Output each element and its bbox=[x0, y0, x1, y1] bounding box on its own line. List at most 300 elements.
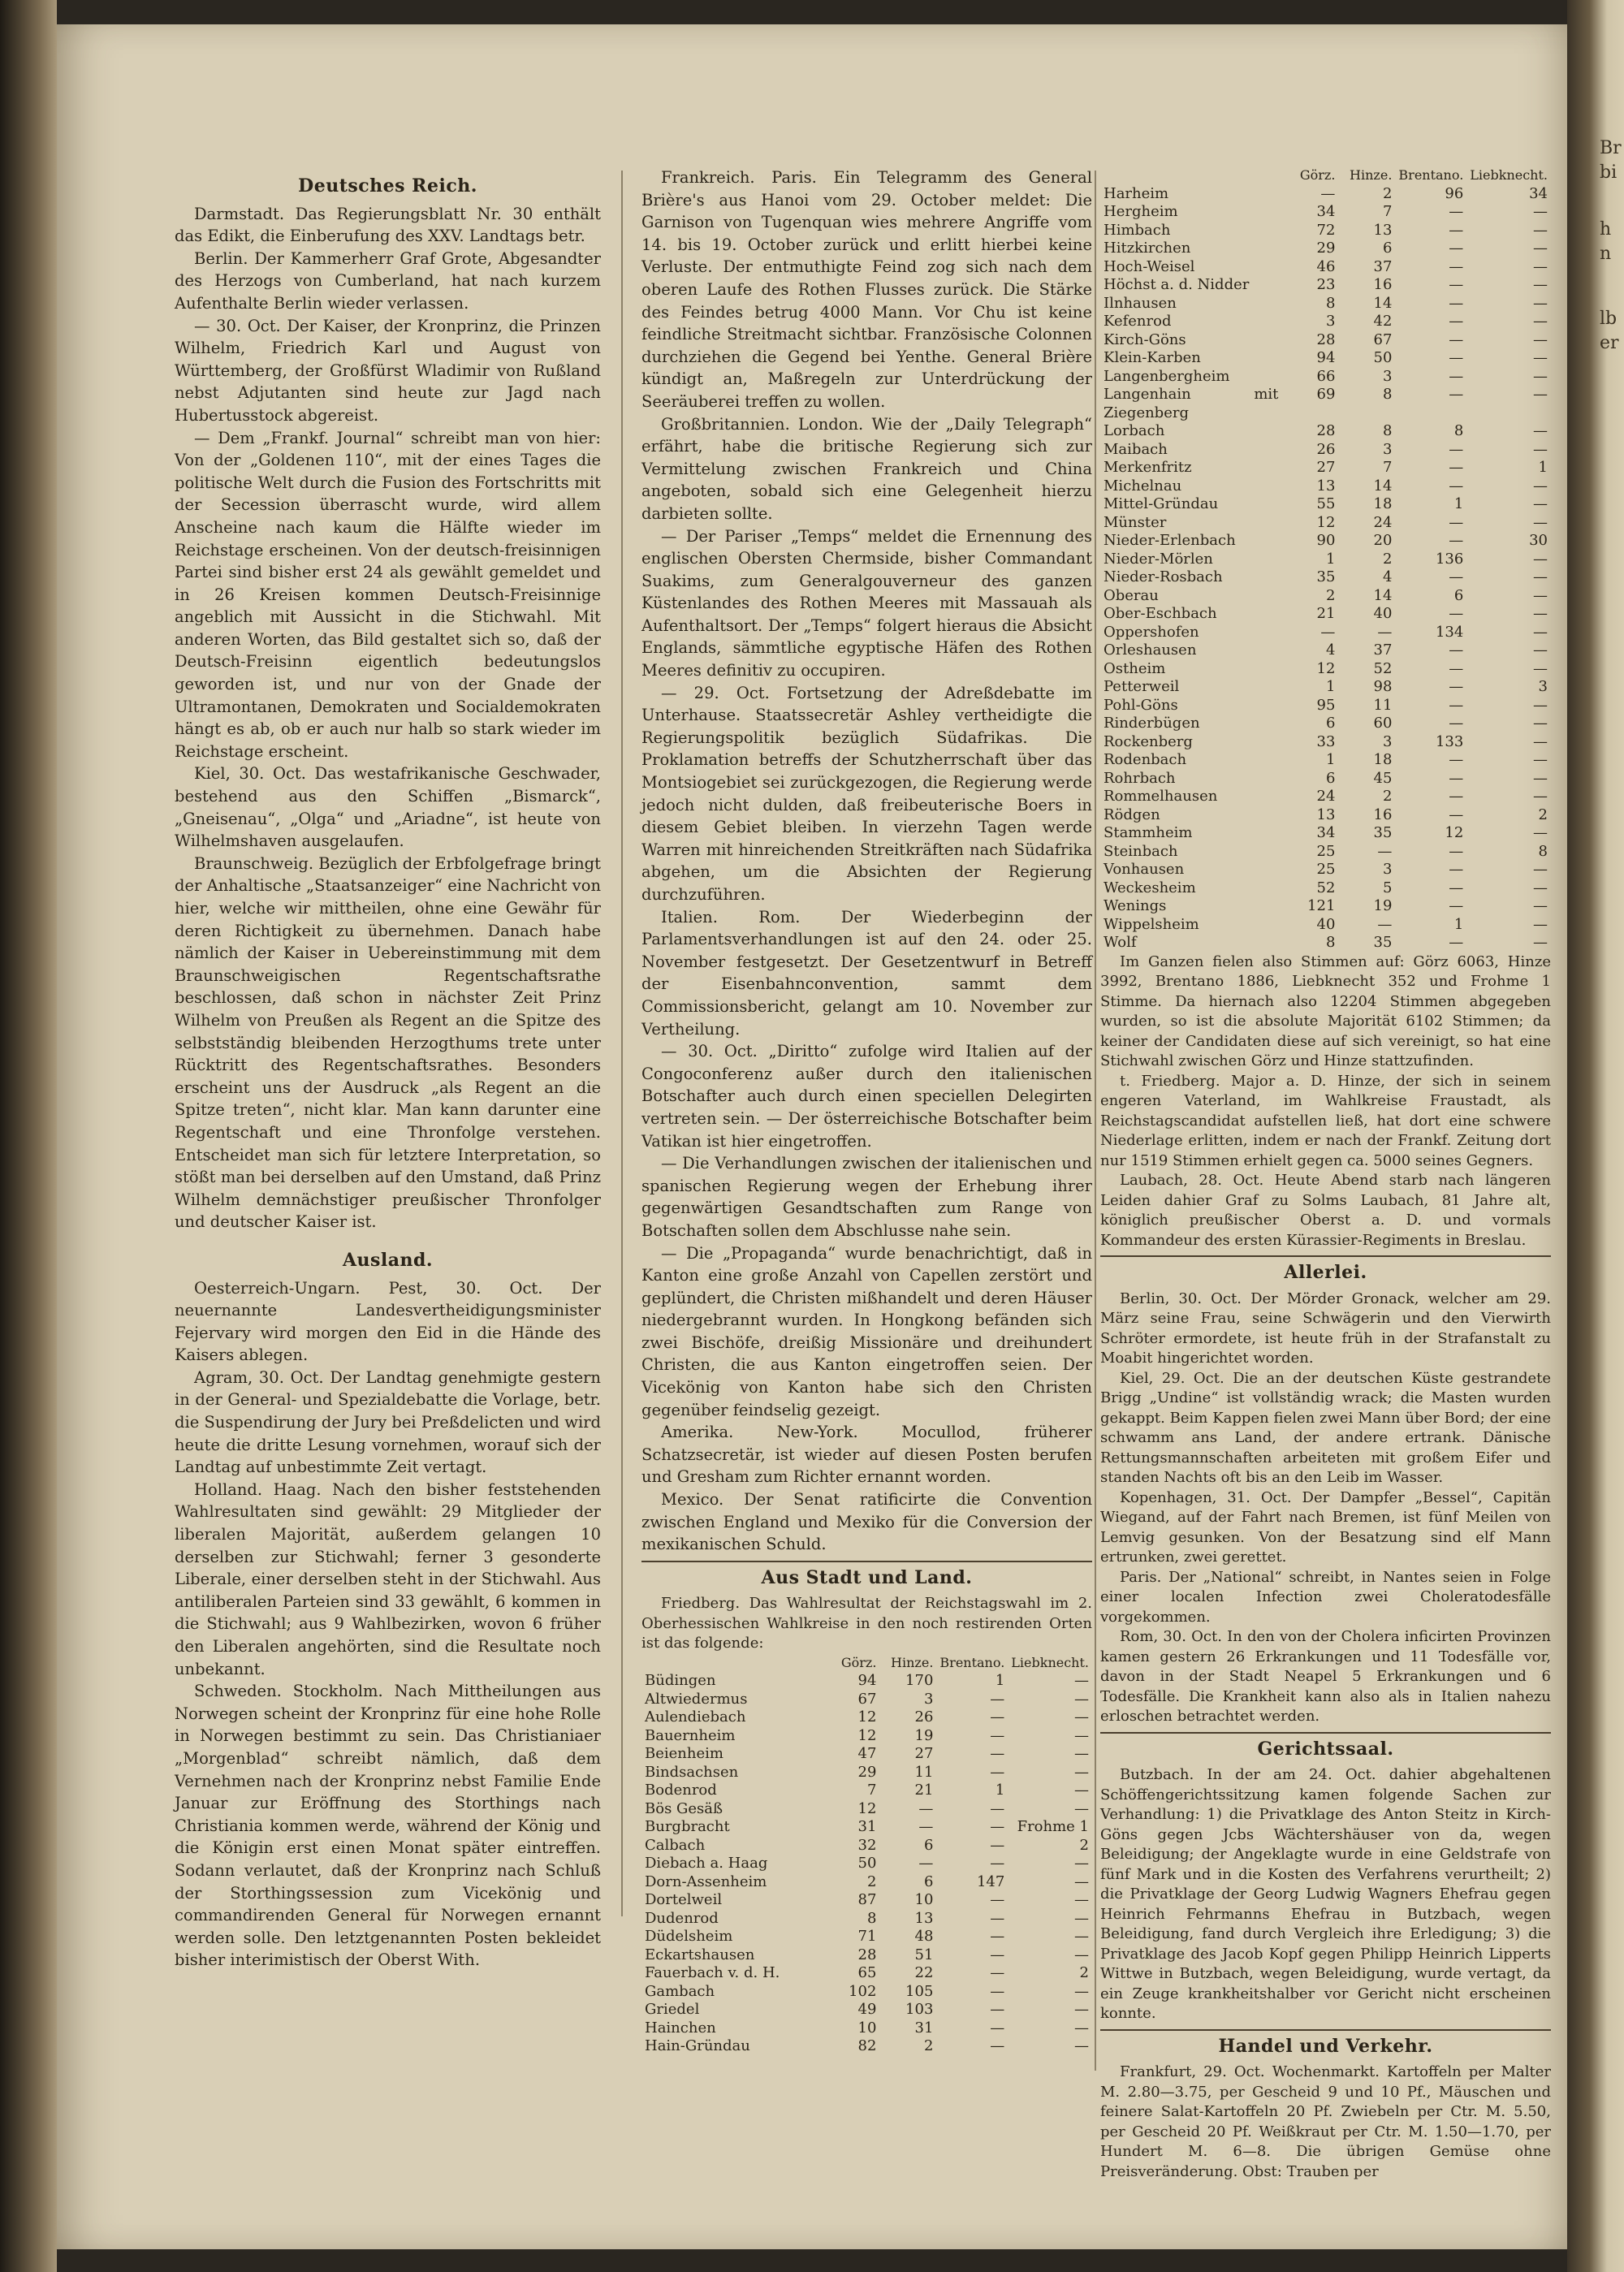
place-name-cell: Dortelweil bbox=[645, 1891, 723, 1909]
vote-count-cell: 3 bbox=[923, 1690, 934, 1708]
vote-count-cell: 27 bbox=[1316, 459, 1336, 476]
place-name-cell: Hoch-Weisel bbox=[1104, 257, 1195, 275]
place-name-cell: Büdingen bbox=[645, 1672, 716, 1690]
vote-count-cell: 20 bbox=[1373, 532, 1393, 549]
table-row bbox=[1100, 477, 1551, 496]
vote-count-cell: — bbox=[1074, 2001, 1089, 2019]
vote-count-cell: — bbox=[1074, 1745, 1089, 1763]
vote-count-cell: 11 bbox=[914, 1763, 934, 1781]
article-paragraph: — Die Verhandlungen zwischen der italienischen und spanischen Regierung wegen der Erhebung ihrer gegenwärtigen Gesandtschaften zum Range von Botschaften sollen dem Abschlusse nahe sein. bbox=[641, 1154, 1092, 1240]
article-paragraph: — Dem „Frankf. Journal“ schreibt man von hier: Von der „Goldenen 110“, mit der eines Tages die politische Welt durch die Fusion des Fortschritts mit der Secession überrascht wurde, wird allem Anscheine nach kaum die Hälfte wieder im Reichstage erscheinen. Von der deutsch-freisinnigen Partei sind bisher erst 24 als gewählt gemeldet und in 26 Kreisen kommen Deutsch-Freisinnige angeblich mit Aussicht in die Stichwahl. Mit anderen Worten, das Bild gestaltet sich so, daß der Deutsch-Freisinn eigentlich bedeutungslos geworden ist, und nur von der Gnade der Ultramontanen, Demokraten und Socialdemokraten hängt es ab, ob er auch nur halb so stark wieder im Reichstage erscheint. bbox=[175, 428, 601, 761]
table-row bbox=[641, 1691, 1092, 1709]
vote-count-cell: 37 bbox=[1373, 641, 1393, 659]
vote-count-cell: — bbox=[990, 1763, 1005, 1781]
next-page-fragment: n bbox=[1600, 244, 1612, 264]
vote-count-cell: 50 bbox=[1373, 349, 1393, 366]
next-page-fragment: Br bbox=[1600, 138, 1622, 158]
vote-count-cell: — bbox=[1449, 240, 1464, 257]
vote-count-cell: — bbox=[1074, 1763, 1089, 1781]
vote-count-cell: 34 bbox=[1316, 203, 1336, 220]
vote-count-cell: 31 bbox=[857, 1818, 877, 1836]
vote-count-cell: 71 bbox=[857, 1928, 877, 1946]
place-name-cell: Pohl-Göns bbox=[1104, 696, 1178, 714]
place-name-cell: Calbach bbox=[645, 1836, 706, 1854]
vote-count-cell: — bbox=[1533, 313, 1548, 330]
vote-count-cell: 2 bbox=[923, 2037, 934, 2055]
vote-count-cell: 6 bbox=[1382, 240, 1393, 257]
vote-count-cell: — bbox=[1449, 861, 1464, 878]
place-name-cell: Petterweil bbox=[1104, 678, 1180, 695]
vote-count-cell: — bbox=[1320, 184, 1336, 202]
article-paragraph: Paris. Der „National“ schreibt, in Nantes seien in Folge einer localen Infection zwei Choleratodesfälle vorgekommen. bbox=[1100, 1568, 1551, 1626]
vote-count-cell: 13 bbox=[1316, 477, 1336, 495]
table-row bbox=[641, 2001, 1092, 2019]
place-name-cell: Stammheim bbox=[1104, 824, 1193, 841]
next-page-fragment: bi bbox=[1600, 162, 1618, 183]
section-heading-aus-stadt-und-land: Aus Stadt und Land. bbox=[761, 1566, 973, 1588]
place-name-cell: Ober-Eschbach bbox=[1104, 605, 1217, 622]
vote-count-cell: 52 bbox=[1373, 659, 1393, 677]
vote-count-cell: — bbox=[1074, 1891, 1089, 1909]
table-row bbox=[641, 1672, 1092, 1691]
vote-count-cell: — bbox=[1533, 477, 1548, 495]
table-row bbox=[1100, 934, 1551, 952]
vote-count-cell: — bbox=[1449, 641, 1464, 659]
vote-count-cell: 3 bbox=[1538, 678, 1548, 695]
vote-count-cell: — bbox=[1449, 349, 1464, 366]
article-paragraph: — 30. Oct. „Diritto“ zufolge wird Italien auf der Congoconferenz außer durch den italienischen Botschafter auch durch einen speciellen Delegirten vertreten sein. — Der österreichische Botschafter beim Vatikan ist hier eingetroffen. bbox=[641, 1042, 1092, 1151]
vote-count-cell: 52 bbox=[1316, 879, 1336, 896]
vote-count-cell: — bbox=[1533, 221, 1548, 239]
vote-count-cell: — bbox=[1533, 879, 1548, 896]
vote-count-cell: 28 bbox=[857, 1946, 877, 1963]
place-name-cell: Wolf bbox=[1104, 934, 1137, 951]
vote-count-cell: 133 bbox=[1435, 732, 1464, 750]
vote-count-cell: 29 bbox=[1316, 240, 1336, 257]
column-header: Hinze. bbox=[1350, 167, 1393, 183]
vote-count-cell: 12 bbox=[857, 1726, 877, 1744]
table-row bbox=[1100, 879, 1551, 898]
column-header: Hinze. bbox=[891, 1654, 934, 1670]
vote-count-cell: 105 bbox=[905, 1982, 934, 2000]
vote-count-cell: — bbox=[1533, 696, 1548, 714]
vote-count-cell: 14 bbox=[1373, 477, 1393, 495]
vote-count-cell: 21 bbox=[1316, 605, 1336, 622]
vote-count-cell: — bbox=[1074, 2037, 1089, 2055]
table-row bbox=[1100, 806, 1551, 825]
place-name-cell: Wenings bbox=[1104, 897, 1167, 914]
vote-count-cell: — bbox=[1074, 1982, 1089, 2000]
vote-count-cell: 3 bbox=[1382, 861, 1393, 878]
vote-count-cell: — bbox=[1533, 367, 1548, 385]
place-name-cell: Rohrbach bbox=[1104, 769, 1176, 787]
vote-count-cell: 33 bbox=[1316, 732, 1336, 750]
place-name-cell: Lorbach bbox=[1104, 422, 1165, 439]
table-row bbox=[1100, 788, 1551, 806]
table-row bbox=[1100, 258, 1551, 277]
column-header: Liebknecht. bbox=[1011, 1654, 1089, 1670]
vote-count-cell: 2 bbox=[1079, 1964, 1089, 1982]
table-row bbox=[641, 1837, 1092, 1855]
vote-count-cell: — bbox=[1449, 203, 1464, 220]
vote-count-cell: 34 bbox=[1529, 184, 1548, 202]
place-name-cell: Oppershofen bbox=[1104, 623, 1199, 641]
vote-count-cell: 12 bbox=[1445, 824, 1464, 841]
table-row bbox=[1100, 313, 1551, 331]
vote-count-cell: 13 bbox=[914, 1909, 934, 1927]
table-row bbox=[1100, 295, 1551, 313]
place-name-cell: Diebach a. Haag bbox=[645, 1855, 768, 1872]
place-name-cell: Rommelhausen bbox=[1104, 788, 1218, 805]
table-row bbox=[1100, 660, 1551, 679]
vote-count-cell: 42 bbox=[1373, 313, 1393, 330]
place-name-cell: Gambach bbox=[645, 1982, 715, 2000]
article-paragraph: Holland. Haag. Nach den bisher feststehenden Wahlresultaten sind gewählt: 29 Mitglieder der liberalen Majorität, außerdem gelangen 10 derselben zur Stichwahl; ferner 3 gesonderte Liberale, einer derselben steht in der Stichwahl. Aus antiliberalen Parteien sind 33 gewählt, 6 kommen in die Stichwahl; aus 9 Wahlbezirken, wovon 6 früher den Liberalen angehörten, sind die Resultate noch unbekannt. bbox=[175, 1479, 601, 1678]
vote-count-cell: — bbox=[1074, 1928, 1089, 1946]
vote-count-cell: — bbox=[1320, 623, 1336, 641]
article-paragraph: Darmstadt. Das Regierungsblatt Nr. 30 enthält das Edikt, die Einberufung des XXV. Landtags betr. bbox=[175, 204, 601, 246]
section-heading-allerlei: Allerlei. bbox=[1284, 1262, 1367, 1283]
vote-count-cell: 16 bbox=[1373, 276, 1393, 293]
vote-count-cell: 21 bbox=[914, 1782, 934, 1799]
vote-count-cell: — bbox=[1449, 513, 1464, 531]
election-results-table-2 bbox=[1100, 166, 1551, 952]
vote-count-cell: 8 bbox=[1538, 842, 1548, 860]
vote-count-cell: — bbox=[1533, 659, 1548, 677]
vote-count-cell: — bbox=[1074, 1799, 1089, 1817]
vote-count-cell: — bbox=[1533, 751, 1548, 768]
place-name-cell: Dudenrod bbox=[645, 1909, 719, 1927]
vote-count-cell: — bbox=[1449, 330, 1464, 348]
table-row bbox=[641, 1727, 1092, 1746]
vote-count-cell: — bbox=[918, 1818, 934, 1836]
place-name-cell: Michelnau bbox=[1104, 477, 1182, 495]
vote-count-cell: 8 bbox=[1382, 386, 1393, 403]
place-name-cell: Düdelsheim bbox=[645, 1928, 733, 1946]
vote-count-cell: 13 bbox=[1316, 806, 1336, 823]
vote-count-cell: — bbox=[1449, 276, 1464, 293]
place-name-cell: Griedel bbox=[645, 2001, 700, 2019]
vote-count-cell: — bbox=[1533, 422, 1548, 439]
vote-count-cell: 8 bbox=[866, 1909, 877, 1927]
article-paragraph: — Der Pariser „Temps“ meldet die Ernennung des englischen Obersten Chermside, bisher Commandant Suakims, zum Generalgouverneur des ganzen Küstenlandes des Rothen Meeres mit Massauah als Aufenthaltsort. Der „Temps“ folgert hieraus die Absicht Englands, sämmtliche egyptische Häfen des Rothen Meeres definitiv zu occupiren. bbox=[641, 526, 1092, 680]
table-row bbox=[1100, 715, 1551, 733]
vote-count-cell: 1 bbox=[1453, 915, 1464, 933]
article-paragraph: — 29. Oct. Fortsetzung der Adreßdebatte im Unterhause. Staatssecretär Ashley vertheidigte die Regierungspolitik bezüglich Südafrikas. Die Proklamation betreffs der Schutzherrschaft über das Montsiogebiet sei zurückgezogen, die Regierung werde jedoch nicht dulden, daß freibeuterische Boers in diesem Gebiet bleiben. In vierzehn Tagen werde Warren mit hinreichenden Streitkräften nach Südafrika abgehen, um die Absichten der Regierung durchzuführen. bbox=[641, 683, 1092, 904]
vote-count-cell: 6 bbox=[923, 1872, 934, 1890]
article-paragraph: — 30. Oct. Der Kaiser, der Kronprinz, die Prinzen Wilhelm, Friedrich Karl und August von Württemberg, der Großfürst Wladimir von Rußland nebst Adjutanten sind heute zur Jagd nach Hubertusstock abgereist. bbox=[175, 316, 601, 425]
vote-count-cell: — bbox=[1449, 769, 1464, 787]
vote-count-cell: — bbox=[1074, 1909, 1089, 1927]
vote-count-cell: 28 bbox=[1316, 422, 1336, 439]
vote-count-cell: — bbox=[1074, 1726, 1089, 1744]
section-divider bbox=[1100, 1255, 1551, 1257]
table-row bbox=[641, 1764, 1092, 1782]
vote-count-cell: 8 bbox=[1453, 422, 1464, 439]
vote-count-cell: — bbox=[1533, 915, 1548, 933]
vote-count-cell: — bbox=[918, 1799, 934, 1817]
table-row bbox=[641, 1910, 1092, 1929]
vote-count-cell: 121 bbox=[1307, 897, 1336, 914]
vote-count-cell: 51 bbox=[914, 1946, 934, 1963]
table-row bbox=[1100, 240, 1551, 258]
vote-count-cell: — bbox=[1449, 879, 1464, 896]
vote-count-cell: 13 bbox=[1373, 221, 1393, 239]
place-name-cell: Hain-Gründau bbox=[645, 2037, 750, 2055]
table-row bbox=[641, 1818, 1092, 1837]
place-name-cell: Beienheim bbox=[645, 1745, 723, 1763]
article-paragraph: Butzbach. In der am 24. Oct. dahier abgehaltenen Schöffengerichtssitzung kamen folgende Sachen zur Verhandlung: 1) die Privatklage des Anton Steitz in Kirch-Göns gegen Jcbs Wächtershäuser von da, wegen Beleidigung; der Angeklagte wurde in eine Geldstrafe von fünf Mark und in die Kosten des Verfahrens verurtheilt; 2) die Privatklage der Georg Ludwig Wagners Ehefrau gegen Heinrich Fehrmanns Ehefrau in Butzbach, wegen Beleidigung, fand durch Vergleich ihre Erledigung; 3) die Privatklage des Jacob Kopf gegen Philipp Heinrich Lipperts Wittwe in Butzbach, wegen Beleidigung, wurde vertagt, da ein Zeuge krankheitshalber vor Gericht nicht erscheinen konnte. bbox=[1100, 1766, 1551, 2023]
vote-count-cell: 90 bbox=[1316, 532, 1336, 549]
vote-count-cell: 2 bbox=[1382, 550, 1393, 568]
place-name-cell: Weckesheim bbox=[1104, 879, 1196, 896]
vote-count-cell: 82 bbox=[857, 2037, 877, 2055]
place-name-cell: Nieder-Erlenbach bbox=[1104, 532, 1236, 549]
table-row bbox=[641, 2037, 1092, 2056]
article-paragraph: Oesterreich-Ungarn. Pest, 30. Oct. Der neuernannte Landesvertheidigungsminister Fejervary wird morgen den Eid in die Hände des Kaisers ablegen. bbox=[175, 1278, 601, 1365]
vote-count-cell: 11 bbox=[1373, 696, 1393, 714]
place-name-cell: Höchst a. d. Nidder bbox=[1104, 276, 1250, 293]
table-row bbox=[1100, 824, 1551, 843]
column-header: Görz. bbox=[840, 1654, 877, 1670]
article-paragraph: Braunschweig. Bezüglich der Erbfolgefrage bringt der Anhaltische „Staatsanzeiger“ eine Nachricht von hier, welche wir mittheilen, ohne eine Gewähr für deren Richtigkeit zu übernehmen. Danach habe nämlich der Kaiser in Uebereinstimmung mit dem Braunschweigischen Regentschaftsrathe beschlossen, daß schon in nächster Zeit Prinz Wilhelm von Preußen als Regent an die Spitze des selbstständig bleibenden Herzogthums trete unter Rücktritt des Regentschaftsrathes. Besonders erscheint uns der Ausdruck „als Regent an die Spitze treten“, nicht klar. Man kann darunter eine Regentschaft und eine Thronfolge verstehen. Entscheidet man sich für letztere Interpretation, so stößt man bei derselben auf den Umstand, daß Prinz Wilhelm demnächstiger preußischer Thronfolger und deutscher Kaiser ist. bbox=[175, 853, 601, 1232]
vote-count-cell: 19 bbox=[1373, 897, 1393, 914]
table-row bbox=[1100, 495, 1551, 514]
vote-count-cell: 12 bbox=[1316, 513, 1336, 531]
section-heading-gerichtssaal: Gerichtssaal. bbox=[1257, 1738, 1394, 1760]
table-row bbox=[1100, 678, 1551, 697]
vote-count-cell: 25 bbox=[1316, 842, 1336, 860]
vote-count-cell: — bbox=[1533, 897, 1548, 914]
place-name-cell: Maibach bbox=[1104, 440, 1168, 458]
vote-count-cell: — bbox=[1533, 568, 1548, 585]
vote-count-cell: 37 bbox=[1373, 257, 1393, 275]
vote-count-cell: 72 bbox=[1316, 221, 1336, 239]
vote-count-cell: 45 bbox=[1373, 769, 1393, 787]
vote-count-cell: — bbox=[990, 1964, 1005, 1982]
column-header: Görz. bbox=[1299, 167, 1336, 183]
vote-count-cell: — bbox=[1533, 240, 1548, 257]
place-name-cell: Oberau bbox=[1104, 586, 1159, 604]
vote-count-cell: — bbox=[1449, 806, 1464, 823]
place-name-cell: Orleshausen bbox=[1104, 641, 1197, 659]
table-row bbox=[1100, 459, 1551, 477]
vote-count-cell: 60 bbox=[1373, 715, 1393, 732]
book-binding-left bbox=[0, 0, 57, 2272]
table-row bbox=[641, 1928, 1092, 1946]
vote-count-cell: 35 bbox=[1316, 568, 1336, 585]
place-name-cell: Bodenrod bbox=[645, 1782, 717, 1799]
vote-count-cell: — bbox=[1449, 221, 1464, 239]
table-row bbox=[1100, 587, 1551, 606]
vote-count-cell: — bbox=[1074, 1672, 1089, 1690]
article-paragraph: Im Ganzen fielen also Stimmen auf: Görz 6063, Hinze 3992, Brentano 1886, Liebknecht 352 und Frohme 1 Stimme. Da hiernach also 12204 Stimmen abgegeben wurden, so ist die absolute Majorität 6102 Stimmen; da keiner der Candidaten diese auf sich vereinigt, so hat eine Stichwahl zwischen Görz und Hinze stattzufinden. bbox=[1100, 952, 1551, 1069]
vote-count-cell: 3 bbox=[1325, 313, 1336, 330]
place-name-cell: Himbach bbox=[1104, 221, 1171, 239]
article-paragraph: Mexico. Der Senat ratificirte die Convention zwischen England und Mexiko für die Conversion der mexikanischen Schuld. bbox=[641, 1490, 1092, 1554]
vote-count-cell: 3 bbox=[1382, 732, 1393, 750]
vote-count-cell: 49 bbox=[857, 2001, 877, 2019]
vote-count-cell: — bbox=[1533, 276, 1548, 293]
place-name-cell: Kefenrod bbox=[1104, 313, 1172, 330]
vote-count-cell: — bbox=[1449, 313, 1464, 330]
vote-count-cell: — bbox=[1533, 861, 1548, 878]
vote-count-cell: 98 bbox=[1373, 678, 1393, 695]
table-row bbox=[1100, 916, 1551, 935]
vote-count-cell: 25 bbox=[1316, 861, 1336, 878]
vote-count-cell: — bbox=[1449, 532, 1464, 549]
vote-count-cell: 69 bbox=[1316, 386, 1336, 403]
next-page-fragment: er bbox=[1600, 333, 1619, 353]
column-2 bbox=[641, 166, 1092, 2056]
vote-count-cell: 96 bbox=[1445, 184, 1464, 202]
vote-count-cell: — bbox=[1533, 330, 1548, 348]
place-name-cell: Kirch-Göns bbox=[1104, 330, 1186, 348]
vote-count-cell: — bbox=[1533, 349, 1548, 366]
next-page-fragment: lb bbox=[1600, 309, 1618, 329]
vote-count-cell: 67 bbox=[857, 1690, 877, 1708]
section-heading-handel-und-verkehr: Handel und Verkehr. bbox=[1218, 2035, 1433, 2057]
vote-count-cell: — bbox=[1533, 732, 1548, 750]
place-name-cell: Bindsachsen bbox=[645, 1763, 739, 1781]
vote-count-cell: 26 bbox=[1316, 440, 1336, 458]
vote-count-cell: 67 bbox=[1373, 330, 1393, 348]
table-row bbox=[1100, 349, 1551, 368]
vote-count-cell: 10 bbox=[914, 1891, 934, 1909]
vote-count-cell: 14 bbox=[1373, 586, 1393, 604]
vote-count-cell: 10 bbox=[857, 2019, 877, 2037]
vote-count-cell: — bbox=[1449, 678, 1464, 695]
place-name-cell: Steinbach bbox=[1104, 842, 1178, 860]
vote-count-cell: — bbox=[1533, 769, 1548, 787]
place-name-cell: Burgbracht bbox=[645, 1818, 730, 1836]
place-name-cell: Langenbergheim bbox=[1104, 367, 1230, 385]
vote-count-cell: — bbox=[1533, 440, 1548, 458]
vote-count-cell: 2 bbox=[1382, 184, 1393, 202]
vote-count-cell: 46 bbox=[1316, 257, 1336, 275]
table-row bbox=[1100, 222, 1551, 240]
vote-count-cell: 1 bbox=[1325, 550, 1336, 568]
table-row bbox=[1100, 422, 1551, 441]
table-row bbox=[641, 1891, 1092, 1910]
vote-count-cell: 103 bbox=[905, 2001, 934, 2019]
vote-count-cell: — bbox=[918, 1855, 934, 1872]
election-results-table-1 bbox=[641, 1654, 1092, 2056]
article-paragraph: Italien. Rom. Der Wiederbeginn der Parlamentsverhandlungen ist auf den 24. oder 25. November festgesetzt. Der Gesetzentwurf in Betreff der Eisenbahnconvention, sammt dem Commissionsbericht, gelangt am 10. November zur Vertheilung. bbox=[641, 907, 1092, 1039]
article-paragraph: Friedberg. Das Wahlresultat der Reichstagswahl im 2. Oberhessischen Wahlkreise in den noch restirenden Orten ist das folgende: bbox=[641, 1595, 1092, 1652]
vote-count-cell: — bbox=[1074, 1855, 1089, 1872]
vote-count-cell: 29 bbox=[857, 1763, 877, 1781]
table-row bbox=[1100, 185, 1551, 204]
vote-count-cell: 30 bbox=[1529, 532, 1548, 549]
place-name-cell: Dorn-Assenheim bbox=[645, 1872, 767, 1890]
vote-count-cell: 8 bbox=[1325, 934, 1336, 951]
article-paragraph: Schweden. Stockholm. Nach Mittheilungen aus Norwegen scheint der Kronprinz für eine hohe Rolle in Norwegen bestimmt zu sein. Das Christianiaer „Morgenblad“ schreibt nämlich, daß dem Vernehmen nach der Kronprinz nebst Familie Ende Januar zur Eröffnung des Storthings nach Christiania kommen werde, während der König und die Königin erst einen Monat später eintreffen. Sodann verlautet, daß der Kronprinz nach Schluß der Storthingssession zum Vicekönig und commandirenden General für Norwegen ernannt werden solle. Den letztgenannten Posten bekleidet bisher interimistisch der Oberst With. bbox=[175, 1682, 601, 1970]
table-row bbox=[641, 2019, 1092, 2038]
table-row bbox=[1100, 624, 1551, 642]
vote-count-cell: 95 bbox=[1316, 696, 1336, 714]
section-divider bbox=[641, 1561, 1092, 1562]
article-paragraph: Amerika. New-York. Mocullod, früherer Schatzsecretär, ist wieder auf diesen Posten berufen und Gresham zum Richter ernannt worden. bbox=[641, 1423, 1092, 1487]
table-row bbox=[1100, 331, 1551, 350]
table-header-row bbox=[1100, 166, 1551, 185]
vote-count-cell: 18 bbox=[1373, 751, 1393, 768]
vote-count-cell: 48 bbox=[914, 1928, 934, 1946]
table-row bbox=[1100, 441, 1551, 460]
article-paragraph: Berlin. Der Kammerherr Graf Grote, Abgesandter des Herzogs von Cumberland, hat nach kurzem Aufenthalte Berlin wieder verlassen. bbox=[175, 248, 601, 313]
vote-count-cell: 5 bbox=[1382, 879, 1393, 896]
vote-count-cell: — bbox=[1533, 550, 1548, 568]
vote-count-cell: — bbox=[1377, 623, 1393, 641]
place-name-cell: Eckartshausen bbox=[645, 1946, 755, 1963]
column-1 bbox=[175, 171, 601, 1972]
place-name-cell: Rockenberg bbox=[1104, 732, 1193, 750]
vote-count-cell: — bbox=[1449, 934, 1464, 951]
column-3 bbox=[1100, 166, 1551, 2182]
vote-count-cell: — bbox=[1074, 1782, 1089, 1799]
article-paragraph: Kiel, 29. Oct. Die an der deutschen Küste gestrandete Brigg „Undine“ ist vollständig wrack; die Masten wurden gekappt. Beim Kappen fielen zwei Mann über Bord; der eine schwamm ans Land, der andere ertrank. Dänische Rettungsmannschaften arbeiteten mit großem Eifer und standen Nachts oft bis an den Leib im Wasser. bbox=[1100, 1369, 1551, 1487]
vote-count-cell: 1 bbox=[1453, 495, 1464, 512]
vote-count-cell: — bbox=[1449, 696, 1464, 714]
vote-count-cell: 6 bbox=[1325, 769, 1336, 787]
vote-count-cell: — bbox=[1449, 459, 1464, 476]
vote-count-cell: 2 bbox=[1538, 806, 1548, 823]
vote-count-cell: 47 bbox=[857, 1745, 877, 1763]
vote-count-cell: 35 bbox=[1373, 824, 1393, 841]
vote-count-cell: — bbox=[1074, 1690, 1089, 1708]
vote-count-cell: — bbox=[1449, 257, 1464, 275]
column-header: Brentano. bbox=[1398, 167, 1464, 183]
vote-count-cell: 7 bbox=[1382, 459, 1393, 476]
table-row bbox=[1100, 697, 1551, 715]
vote-count-cell: 6 bbox=[1453, 586, 1464, 604]
place-name-cell: Münster bbox=[1104, 513, 1167, 531]
vote-count-cell: 12 bbox=[857, 1708, 877, 1726]
place-name-cell: Hitzkirchen bbox=[1104, 240, 1191, 257]
place-name-cell: Klein-Karben bbox=[1104, 349, 1201, 366]
place-name-cell: Vonhausen bbox=[1104, 861, 1185, 878]
vote-count-cell: — bbox=[990, 1818, 1005, 1836]
vote-count-cell: 19 bbox=[914, 1726, 934, 1744]
article-paragraph: Großbritannien. London. Wie der „Daily Telegraph“ erfährt, habe die britische Regierung sich zur Vermittelung zwischen Frankreich und China angeboten, sobald sich eine Gelegenheit hierzu darbieten sollte. bbox=[641, 414, 1092, 523]
vote-count-cell: 87 bbox=[857, 1891, 877, 1909]
vote-count-cell: — bbox=[1449, 605, 1464, 622]
vote-count-cell: 66 bbox=[1316, 367, 1336, 385]
vote-count-cell: 40 bbox=[1373, 605, 1393, 622]
column-rule bbox=[621, 171, 623, 1916]
vote-count-cell: 147 bbox=[976, 1872, 1005, 1890]
table-row bbox=[1100, 733, 1551, 752]
vote-count-cell: 32 bbox=[857, 1836, 877, 1854]
vote-count-cell: 24 bbox=[1373, 513, 1393, 531]
table-row bbox=[1100, 551, 1551, 569]
table-row bbox=[641, 1745, 1092, 1764]
article-paragraph: Laubach, 28. Oct. Heute Abend starb nach längeren Leiden dahier Graf zu Solms Laubach, 81 Jahre alt, königlich preußischer Oberst a. D. und vormals Kommandeur des ersten Kürassier-Regiments in Breslau. bbox=[1100, 1172, 1551, 1249]
vote-count-cell: 40 bbox=[1316, 915, 1336, 933]
vote-count-cell: — bbox=[1449, 788, 1464, 805]
vote-count-cell: — bbox=[1449, 568, 1464, 585]
vote-count-cell: 18 bbox=[1373, 495, 1393, 512]
table-row bbox=[641, 1946, 1092, 1965]
article-paragraph: Rom, 30. Oct. In den von der Cholera inficirten Provinzen kamen gestern 26 Erkrankungen und 11 Todesfälle vor, davon in der Stadt Neapel 5 Erkrankungen und 6 Todesfälle. Die Krankheit kann also als in Italien nahezu erloschen betrachtet werden. bbox=[1100, 1628, 1551, 1726]
vote-count-cell: 12 bbox=[857, 1799, 877, 1817]
table-row bbox=[1100, 203, 1551, 222]
place-name-cell: Fauerbach v. d. H. bbox=[645, 1964, 780, 1982]
section-divider bbox=[1100, 1732, 1551, 1734]
table-row bbox=[1100, 514, 1551, 533]
vote-count-cell: Frohme 1 bbox=[1017, 1818, 1089, 1836]
vote-count-cell: 6 bbox=[1325, 715, 1336, 732]
